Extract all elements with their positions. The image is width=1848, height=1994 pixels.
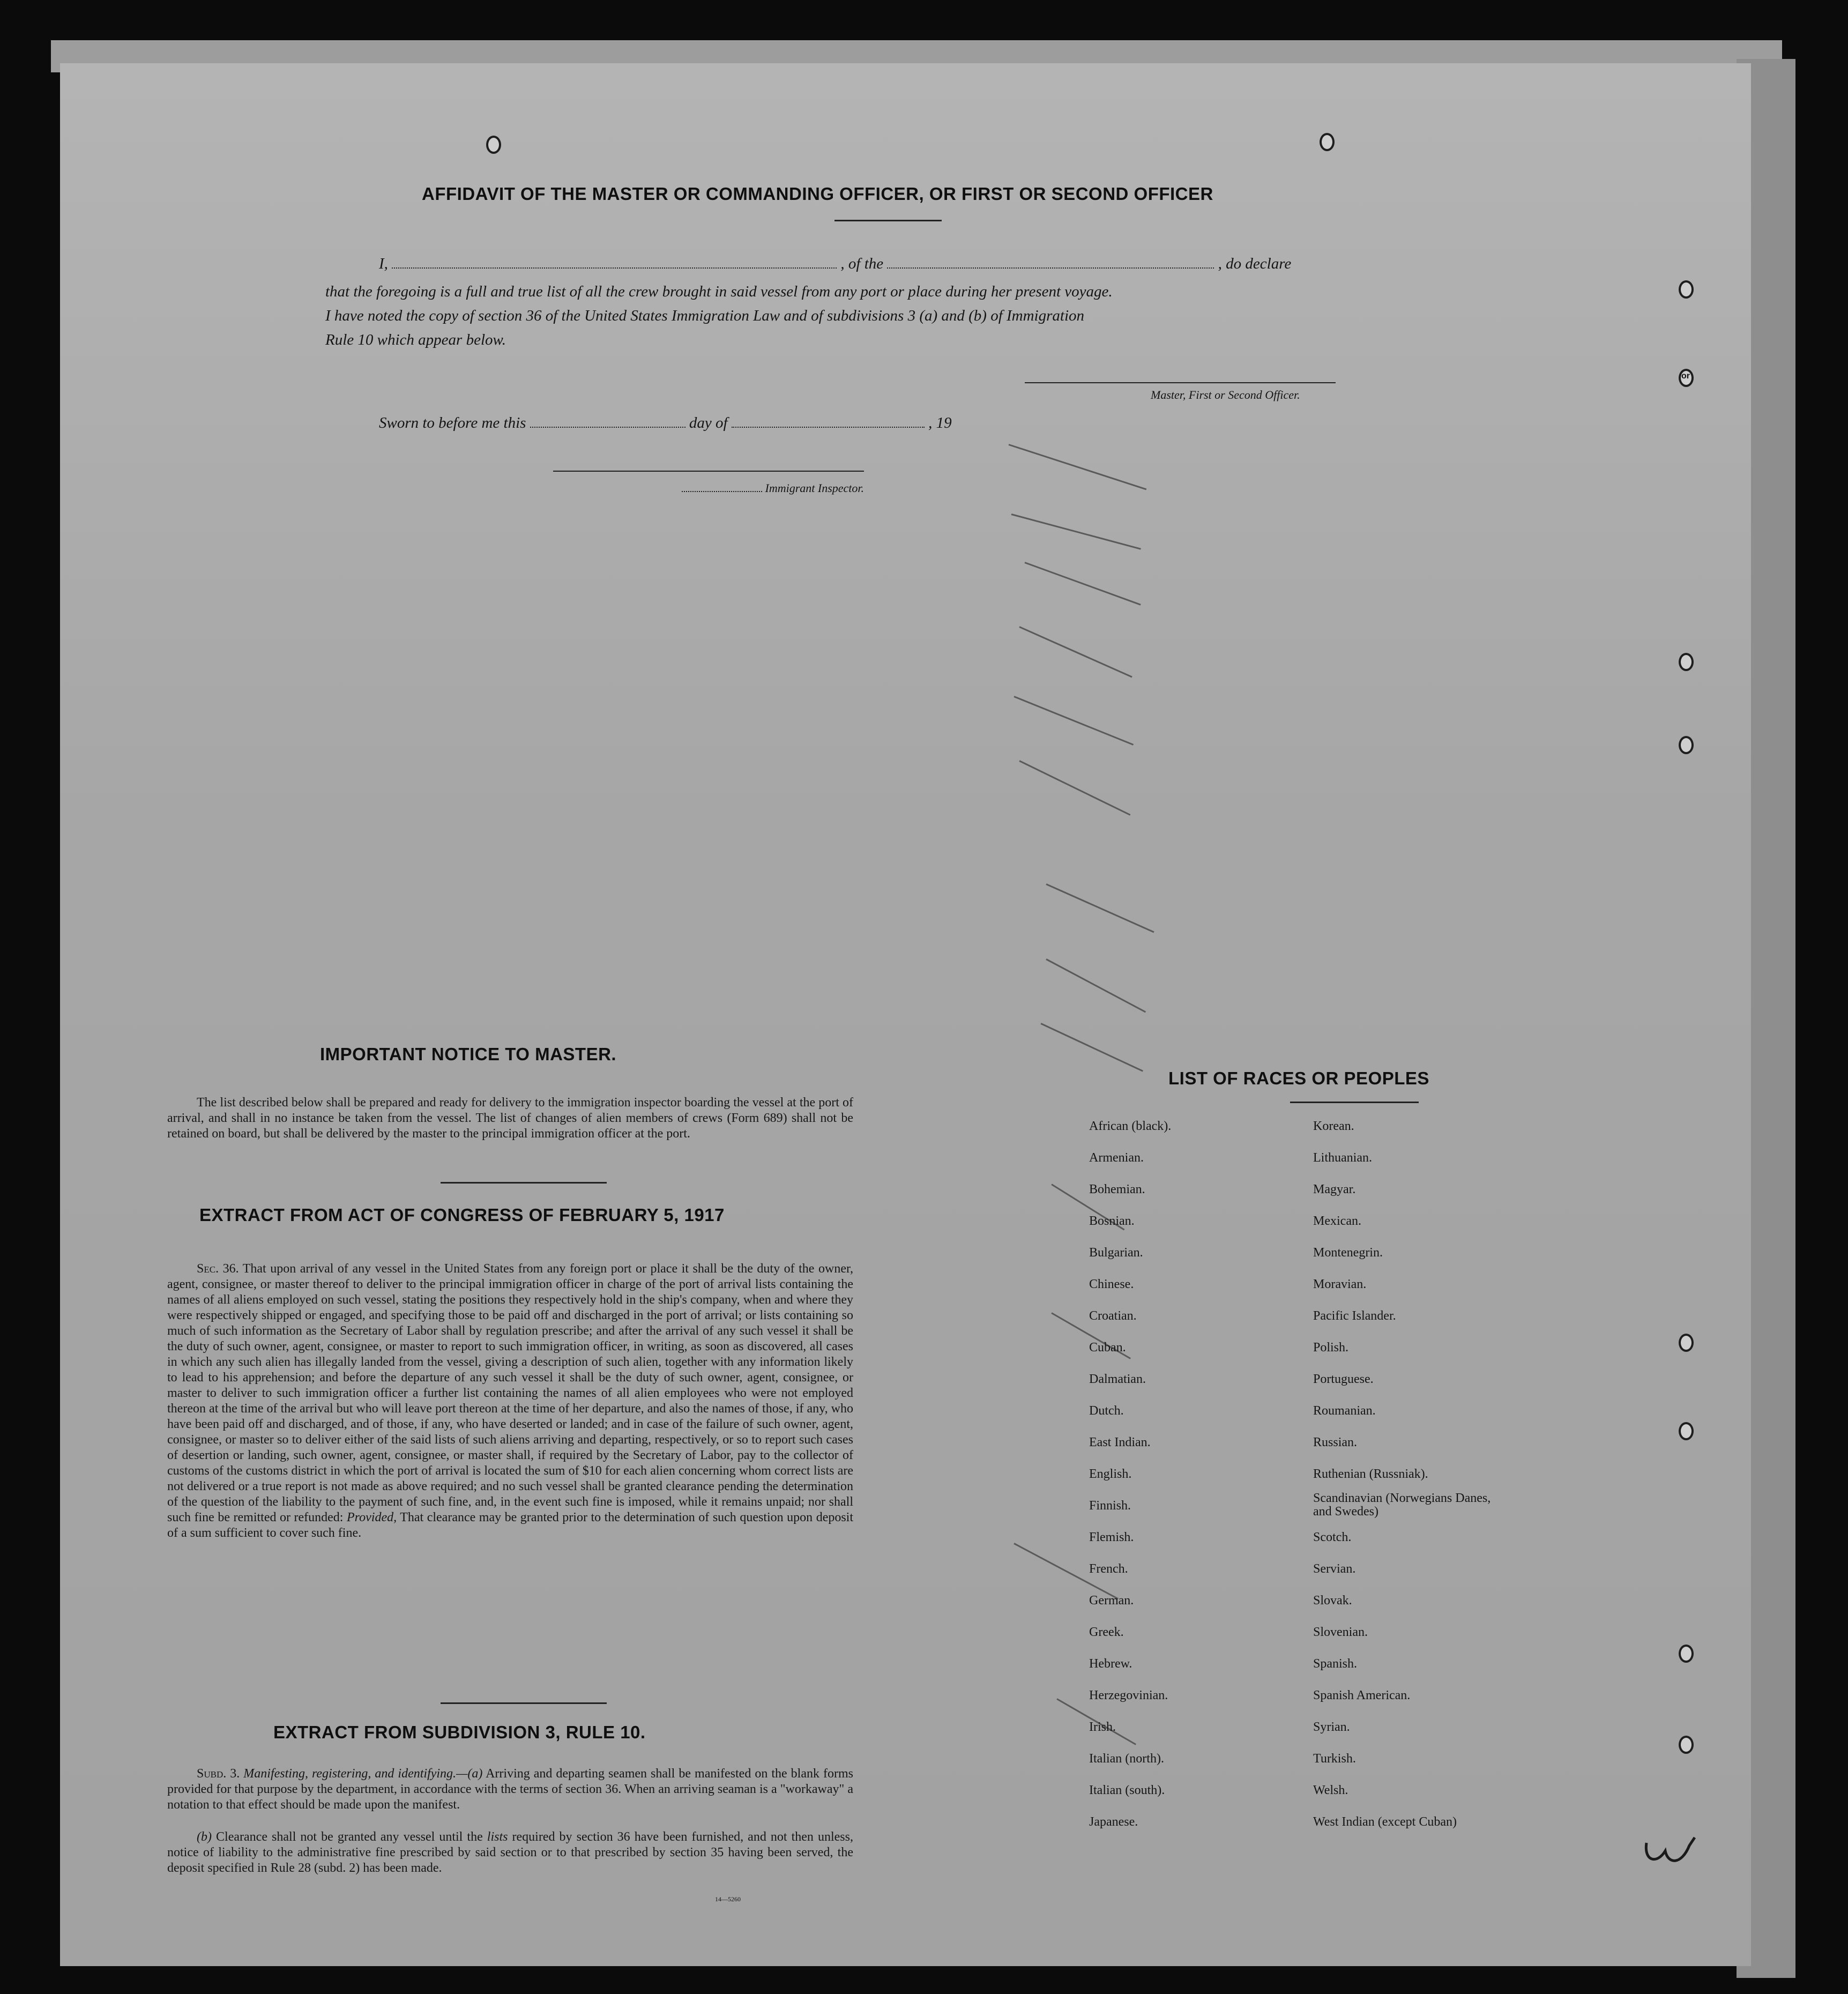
- act-body: That upon arrival of any vessel in the United States from any foreign port or place it shall be the duty of the owner, agent, consignee, or master thereof to deliver to the principal immigration officer in charge of the port of arrival lists containing the names of all aliens employed on such vessel, stating the positions they respectively hold in the ship's company, when and where they were respectively shipped or engaged, and specifying those to be paid off and discharged in the port of arrival; or lists containing so much of such information as the Secretary of Labor shall by regulation prescribe; and after the arrival of any such vessel it shall be the duty of such owner, agent, consignee, or master to report to such immigration officer, in writing, as soon as discovered, all cases in which any such alien has illegally landed from the vessel, giving a description of such alien, together with any information likely to lead to his apprehension; and before the departure of any such vessel it shall be the duty of such owner, agent, consignee, or master to deliver to such immigration officer a further list containing the names of all alien employees who were not employed thereon at the time of the arrival but who will leave port thereon at the time of her departure, and also the names of those, if any, who have been paid off and discharged, and of those, if any, who have deserted or landed; and in case of the failure of such owner, agent, consignee, or master so to deliver either of the said lists of such aliens arriving and departing, respectively, or so to report such cases of desertion or landing, such owner, agent, consignee, or master shall, if required by the Secretary of Labor, pay to the collector of customs of the customs district in which the port of arrival is located the sum of $10 for each alien concerning whom correct lists are not delivered or a true report is not made as above required; and no such vessel shall be granted clearance pending the determination of the question of the liability to the payment of such fine, and, in the event such fine is imposed, while it remains unpaid; nor shall such fine be remitted or refunded:: [167, 1262, 853, 1524]
- race-item: Chinese.: [1089, 1277, 1134, 1291]
- bleed-through-mark: [1024, 562, 1141, 605]
- race-item: Japanese.: [1089, 1815, 1138, 1829]
- race-item: English.: [1089, 1467, 1132, 1481]
- race-item: Italian (south).: [1089, 1783, 1165, 1797]
- name-blank: [392, 266, 837, 269]
- race-item: Irish.: [1089, 1720, 1116, 1734]
- rule-b-label: (b): [197, 1830, 212, 1844]
- race-item: Finnish.: [1089, 1499, 1131, 1513]
- race-item: Korean.: [1313, 1119, 1354, 1133]
- race-item: African (black).: [1089, 1119, 1172, 1133]
- punch-hole: [1679, 1422, 1694, 1440]
- race-item: Hebrew.: [1089, 1657, 1132, 1671]
- race-item: East Indian.: [1089, 1435, 1151, 1449]
- sworn-text: Sworn to before me this: [379, 414, 526, 431]
- affidavit-i: I,: [379, 255, 388, 272]
- affidavit-declare: , do declare: [1218, 255, 1292, 272]
- race-item: Roumanian.: [1313, 1404, 1376, 1418]
- affidavit-line-2: that the foregoing is a full and true list of all the crew brought in said vessel from any port or place during her present voyage.: [325, 283, 1113, 300]
- notice-rule: [441, 1182, 607, 1184]
- race-item: Herzegovinian.: [1089, 1688, 1168, 1702]
- vessel-blank: [887, 266, 1214, 269]
- bleed-through-mark: [1011, 514, 1141, 550]
- race-item: Syrian.: [1313, 1720, 1350, 1734]
- race-item: Flemish.: [1089, 1530, 1134, 1544]
- rule-b-text-2: required by section 36 have been furnished, and not then unless, notice of liability to the administrative fine prescribed by said section or to that prescribed by section 35 having been served, the deposit specified in Rule 28 (subd. 2) has been made.: [167, 1830, 853, 1875]
- race-item: Portuguese.: [1313, 1372, 1374, 1386]
- bleed-through-mark: [1014, 696, 1134, 746]
- sworn-day-blank: [530, 426, 685, 428]
- bleed-through-mark: [1019, 626, 1132, 678]
- bleed-through-mark: [1046, 958, 1146, 1013]
- races-rule: [1290, 1102, 1419, 1103]
- race-item: Turkish.: [1313, 1752, 1356, 1766]
- race-item: Russian.: [1313, 1435, 1358, 1449]
- punch-hole: [1679, 280, 1694, 299]
- affidavit-title: AFFIDAVIT OF THE MASTER OR COMMANDING OFFICER, OR FIRST OR SECOND OFFICER: [422, 184, 1213, 204]
- race-item: Bosnian.: [1089, 1214, 1135, 1228]
- race-item: Italian (north).: [1089, 1752, 1164, 1766]
- race-item: Lithuanian.: [1313, 1151, 1372, 1165]
- bleed-through-mark: [1009, 444, 1147, 490]
- race-item: West Indian (except Cuban): [1313, 1815, 1457, 1829]
- race-item: Polish.: [1313, 1341, 1349, 1355]
- sworn-day-of: day of: [689, 414, 728, 431]
- race-item: Dutch.: [1089, 1404, 1124, 1418]
- rule-a-label: —(a): [456, 1767, 483, 1781]
- act-title: EXTRACT FROM ACT OF CONGRESS OF FEBRUARY 5, 1917: [199, 1205, 725, 1225]
- sworn-year: , 19: [928, 414, 952, 431]
- inspector-label: Immigrant Inspector.: [765, 481, 865, 495]
- race-item: Magyar.: [1313, 1182, 1356, 1196]
- handwritten-mark-icon: [1641, 1832, 1700, 1875]
- race-item: Ruthenian (Russniak).: [1313, 1467, 1428, 1481]
- race-item: Armenian.: [1089, 1151, 1144, 1165]
- race-item: Slovenian.: [1313, 1625, 1368, 1639]
- race-item: Bulgarian.: [1089, 1246, 1143, 1260]
- race-item: Bohemian.: [1089, 1182, 1145, 1196]
- act-rule: [441, 1702, 607, 1704]
- rule-text-b: [167, 1829, 853, 1876]
- punch-hole: [1679, 1736, 1694, 1754]
- race-item: Greek.: [1089, 1625, 1124, 1639]
- sworn-month-blank: [732, 426, 925, 428]
- race-item: Slovak.: [1313, 1594, 1352, 1608]
- master-label: Master, First or Second Officer.: [1151, 388, 1300, 401]
- rule-title: EXTRACT FROM SUBDIVISION 3, RULE 10.: [273, 1722, 646, 1742]
- races-title: LIST OF RACES OR PEOPLES: [1168, 1068, 1429, 1088]
- race-item: Mexican.: [1313, 1214, 1361, 1228]
- punch-hole: [1679, 736, 1694, 754]
- punch-hole: [1679, 653, 1694, 671]
- rule-b-lists: lists: [487, 1830, 508, 1844]
- affidavit-line-1: [379, 255, 1291, 273]
- affidavit-line-3: I have noted the copy of section 36 of the United States Immigration Law and of subdivisions 3 (a) and (b) of Immigration: [325, 307, 1085, 324]
- race-item: Cuban.: [1089, 1341, 1126, 1355]
- inspector-blank: [682, 490, 762, 492]
- act-sec-label: Sec. 36.: [197, 1262, 239, 1276]
- inspector-signature-line: [553, 471, 864, 472]
- rule-subd-title: Manifesting, registering, and identifying.: [243, 1767, 457, 1781]
- race-item: Spanish.: [1313, 1657, 1358, 1671]
- hole-label: or: [1681, 371, 1690, 381]
- race-item: Scandinavian (Norwegians Danes, and Swedes): [1313, 1491, 1491, 1519]
- race-item: German.: [1089, 1594, 1134, 1608]
- race-item: Montenegrin.: [1313, 1246, 1383, 1260]
- bleed-through-mark: [1040, 1023, 1143, 1072]
- race-item: Moravian.: [1313, 1277, 1367, 1291]
- affidavit-title-rule: [834, 220, 942, 221]
- notice-body: The list described below shall be prepared and ready for delivery to the immigration inspector boarding the vessel at the port of arrival, and shall in no instance be taken from the vessel. The list of changes of alien members of crews (Form 689) shall not be retained on board, but shall be delivered by the master to the principal immigration officer at the port.: [167, 1096, 853, 1141]
- act-provided: Provided,: [347, 1511, 397, 1524]
- affidavit-of-the: , of the: [840, 255, 884, 272]
- race-item: Dalmatian.: [1089, 1372, 1146, 1386]
- form-code: 14—5260: [715, 1895, 741, 1903]
- punch-hole: [486, 136, 501, 154]
- manifest-back-page: [60, 63, 1751, 1966]
- act-body-end: That clearance may be granted prior to the determination of such question upon deposit of a sum sufficient to cover such fine.: [167, 1511, 854, 1540]
- race-item: Scotch.: [1313, 1530, 1352, 1544]
- rule-b-text-1: Clearance shall not be granted any vessel until the: [216, 1830, 483, 1844]
- affidavit-line-4: Rule 10 which appear below.: [325, 331, 506, 348]
- punch-hole: [1679, 1334, 1694, 1352]
- race-item: Servian.: [1313, 1562, 1356, 1576]
- race-item: Pacific Islander.: [1313, 1309, 1396, 1323]
- race-item: Croatian.: [1089, 1309, 1137, 1323]
- race-item: Welsh.: [1313, 1783, 1348, 1797]
- punch-hole: [1679, 1645, 1694, 1663]
- race-item: French.: [1089, 1562, 1128, 1576]
- rule-a-text: Arriving and departing seamen shall be manifested on the blank forms provided for that purpose by the department, in accordance with the terms of section 36. When an arriving seaman is a "workaway" a notation to that effect should be made upon the manifest.: [167, 1767, 853, 1812]
- notice-title: IMPORTANT NOTICE TO MASTER.: [320, 1044, 617, 1064]
- rule-text-a: [167, 1766, 853, 1813]
- inspector-line: [682, 481, 864, 495]
- punch-hole: [1320, 133, 1335, 151]
- race-item: Spanish American.: [1313, 1688, 1411, 1702]
- sworn-line: [379, 414, 952, 432]
- bleed-through-mark: [1019, 760, 1130, 816]
- act-text: [167, 1261, 853, 1541]
- master-signature-line: [1025, 382, 1336, 383]
- notice-text: [167, 1095, 853, 1142]
- bleed-through-mark: [1046, 883, 1154, 933]
- rule-subd-label: Subd. 3.: [197, 1767, 240, 1781]
